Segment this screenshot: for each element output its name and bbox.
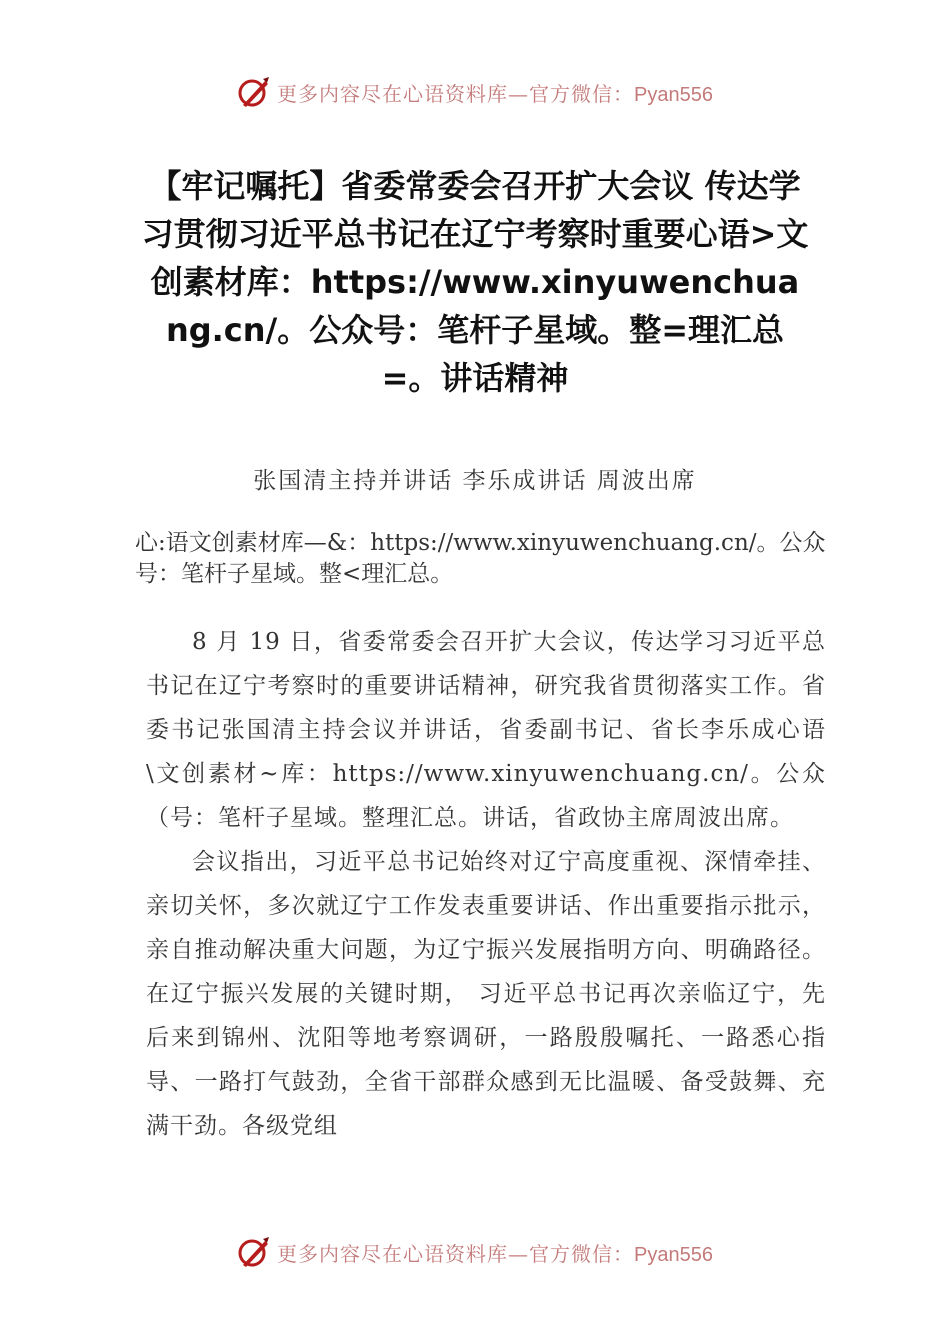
- pen-logo-icon: [237, 1235, 271, 1269]
- banner-text: [277, 78, 713, 107]
- banner-text: [277, 1238, 713, 1267]
- banner-wechat-id: Pyan556: [634, 83, 713, 106]
- document-body: [146, 620, 826, 1148]
- document-subtitle: 张国清主持并讲话 李乐成讲话 周波出席: [253, 468, 697, 494]
- banner-wechat-id: Pyan556: [634, 1243, 713, 1266]
- paragraph: 8 月 19 日，省委常委会召开扩大会议，传达学习习近平总书记在辽宁考察时的重要讲话精神，研究我省贯彻落实工作。省委书记张国清主持会议并讲话，省委副书记、省长李乐成心语\文创素材~库：https://www.xinyuwenchuang.cn/。公众（号：笔杆子星域。整理汇总。讲话，省政协主席周波出席。: [146, 629, 826, 831]
- source-note: 心:语文创素材库—&：https://www.xinyuwenchuang.cn/。公众号：笔杆子星域。整<理汇总。: [135, 530, 826, 587]
- banner-label: 更多内容尽在心语资料库—官方微信：: [277, 81, 635, 106]
- pen-logo-icon: [237, 75, 271, 109]
- banner-label: 更多内容尽在心语资料库—官方微信：: [277, 1241, 635, 1266]
- document-title: 【牢记嘱托】省委常委会召开扩大会议 传达学习贯彻习近平总书记在辽宁考察时重要心语>文创素材库：https://www.xinyuwenchuang.cn/。公众号：笔杆子星域。整=理汇总=。讲话精神: [141, 167, 809, 397]
- header-watermark-banner: [0, 72, 950, 112]
- footer-watermark-banner: [0, 1232, 950, 1272]
- paragraph: 会议指出，习近平总书记始终对辽宁高度重视、深情牵挂、亲切关怀，多次就辽宁工作发表重要讲话、作出重要指示批示，亲自推动解决重大问题，为辽宁振兴发展指明方向、明确路径。在辽宁振兴发展的关键时期， 习近平总书记再次亲临辽宁，先后来到锦州、沈阳等地考察调研，一路殷殷嘱托、一路悉心指导、一路打气鼓劲，全省干部群众感到无比温暖、备受鼓舞、充满干劲。各级党组: [146, 849, 826, 1139]
